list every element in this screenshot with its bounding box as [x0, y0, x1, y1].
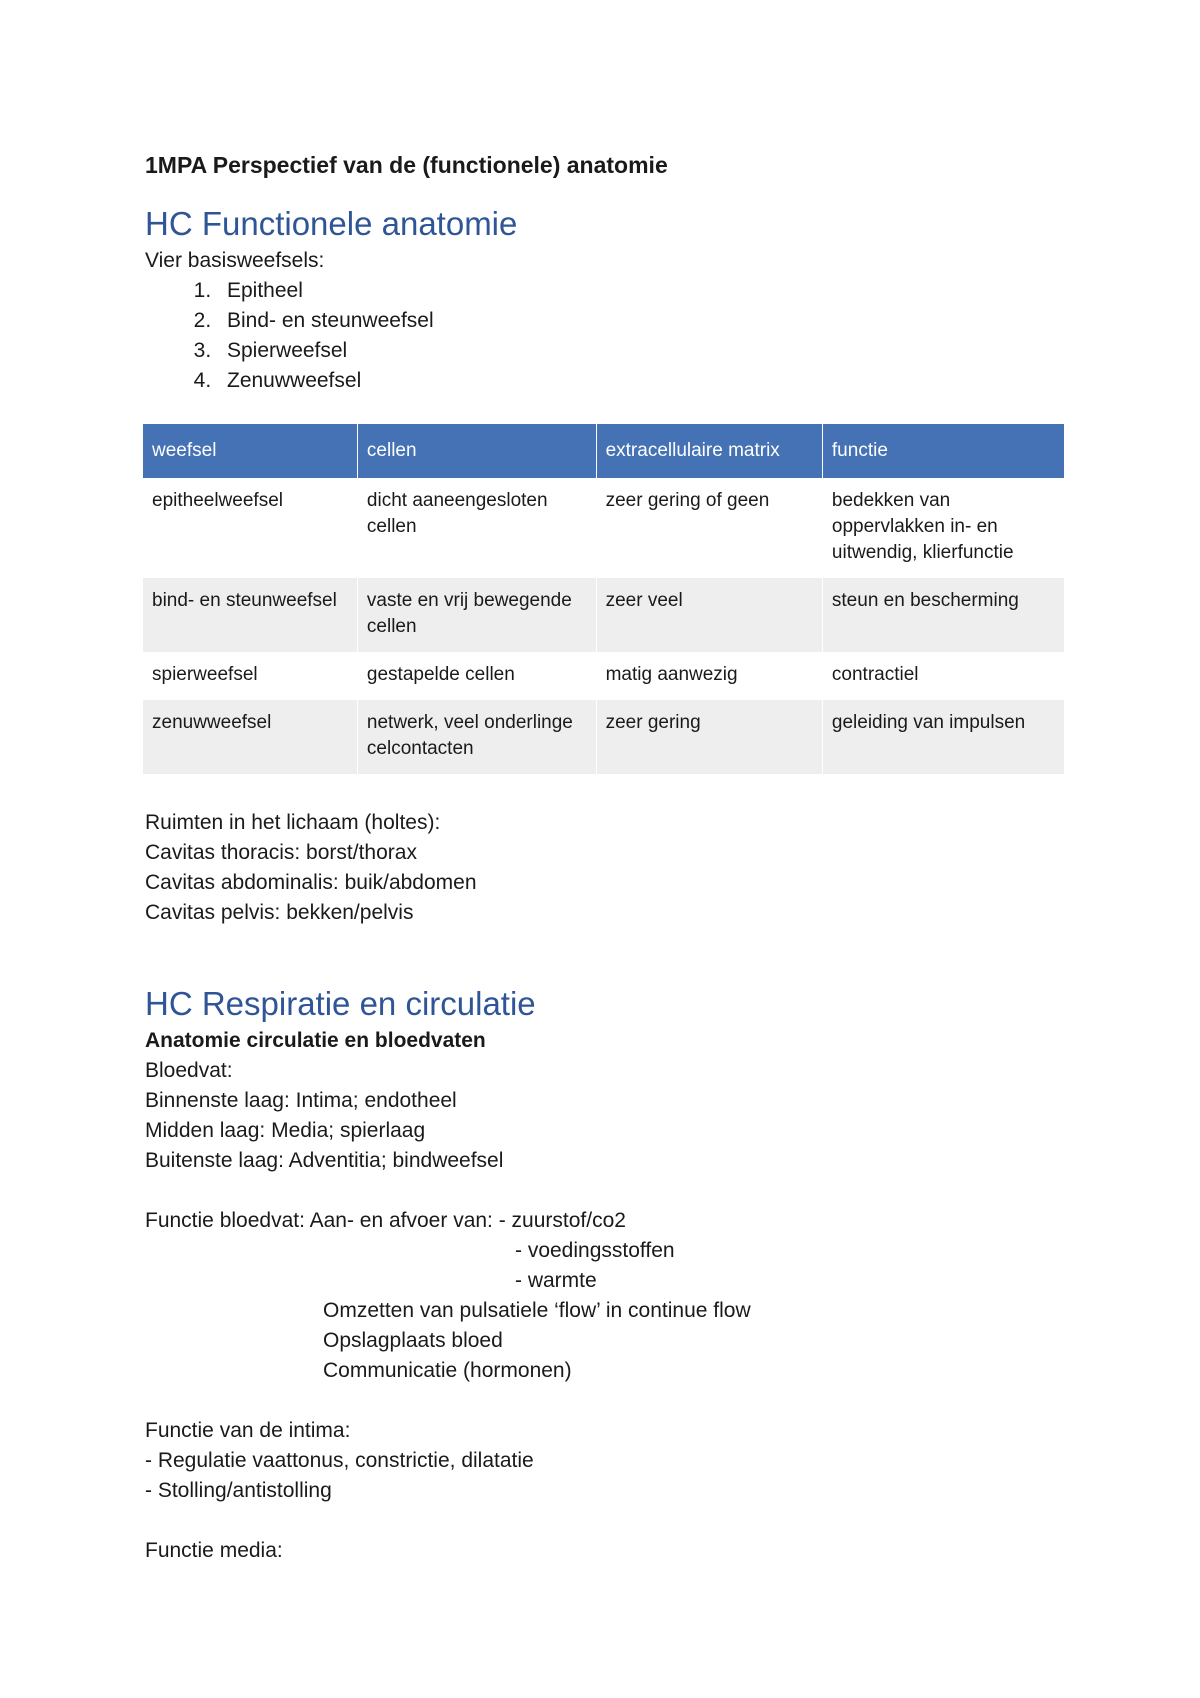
- media-title: Functie media:: [145, 1539, 283, 1562]
- table-cell: gestapelde cellen: [357, 652, 596, 700]
- cavity-line: Cavitas pelvis: bekken/pelvis: [145, 901, 414, 924]
- table-cell: zeer gering of geen: [596, 478, 822, 578]
- list-item: 4. Zenuwweefsel: [217, 366, 1065, 396]
- table-row: [143, 478, 1065, 578]
- intima-line: - Regulatie vaattonus, constrictie, dilatatie: [145, 1449, 534, 1472]
- table-header-cell: weefsel: [143, 424, 357, 478]
- table-cell: vaste en vrij bewegende cellen: [357, 578, 596, 652]
- table-cell: epitheelweefsel: [143, 478, 357, 578]
- subheading-anatomie-circulatie: Anatomie circulatie en bloedvaten: [145, 1029, 486, 1052]
- list-item: 1. Epitheel: [217, 276, 1065, 306]
- table-cell: dicht aaneengesloten cellen: [357, 478, 596, 578]
- cavity-line: Cavitas abdominalis: buik/abdomen: [145, 871, 477, 894]
- table-cell: spierweefsel: [143, 652, 357, 700]
- function-dash-line: - warmte: [515, 1269, 597, 1292]
- table-header-cell: cellen: [357, 424, 596, 478]
- intima-line: - Stolling/antistolling: [145, 1479, 332, 1502]
- cavities-block: [145, 808, 1065, 928]
- tissue-table: [143, 424, 1065, 774]
- document-page: [145, 140, 1065, 1566]
- table-cell: contractiel: [822, 652, 1064, 700]
- function-line: Opslagplaats bloed: [323, 1329, 503, 1352]
- vessel-line: Midden laag: Media; spierlaag: [145, 1119, 426, 1142]
- section-heading-respiratie: HC Respiratie en circulatie: [145, 985, 536, 1022]
- table-header-cell: extracellulaire matrix: [596, 424, 822, 478]
- function-line: Communicatie (hormonen): [323, 1359, 572, 1382]
- table-cell: zeer veel: [596, 578, 822, 652]
- document-title: 1MPA Perspectief van de (functionele) anatomie: [145, 152, 668, 178]
- table-cell: bedekken van oppervlakken in- en uitwendig, klierfunctie: [822, 478, 1064, 578]
- table-cell: matig aanwezig: [596, 652, 822, 700]
- table-cell: steun en bescherming: [822, 578, 1064, 652]
- table-header-row: [143, 424, 1065, 478]
- table-cell: bind- en steunweefsel: [143, 578, 357, 652]
- cavities-title: Ruimten in het lichaam (holtes):: [145, 811, 441, 834]
- table-row: [143, 578, 1065, 652]
- table-row: [143, 700, 1065, 774]
- table-cell: netwerk, veel onderlinge celcontacten: [357, 700, 596, 774]
- intima-title: Functie van de intima:: [145, 1419, 351, 1442]
- table-row: [143, 652, 1065, 700]
- table-cell: zenuwweefsel: [143, 700, 357, 774]
- cavity-line: Cavitas thoracis: borst/thorax: [145, 841, 417, 864]
- vessel-line: Bloedvat:: [145, 1059, 233, 1082]
- tissue-list: [145, 276, 1065, 396]
- table-header-cell: functie: [822, 424, 1064, 478]
- tissues-intro: Vier basisweefsels:: [145, 249, 325, 272]
- table-cell: geleiding van impulsen: [822, 700, 1064, 774]
- vessel-line: Buitenste laag: Adventitia; bindweefsel: [145, 1149, 504, 1172]
- table-cell: zeer gering: [596, 700, 822, 774]
- vessel-line: Binnenste laag: Intima; endotheel: [145, 1089, 457, 1112]
- section-heading-functionele-anatomie: HC Functionele anatomie: [145, 205, 518, 242]
- function-line: Functie bloedvat: Aan- en afvoer van: - zuurstof/co2: [145, 1209, 626, 1232]
- list-item: 3. Spierweefsel: [217, 336, 1065, 366]
- list-item: 2. Bind- en steunweefsel: [217, 306, 1065, 336]
- function-dash-line: - voedingsstoffen: [515, 1239, 675, 1262]
- function-line: Omzetten van pulsatiele ‘flow’ in continue flow: [323, 1299, 751, 1322]
